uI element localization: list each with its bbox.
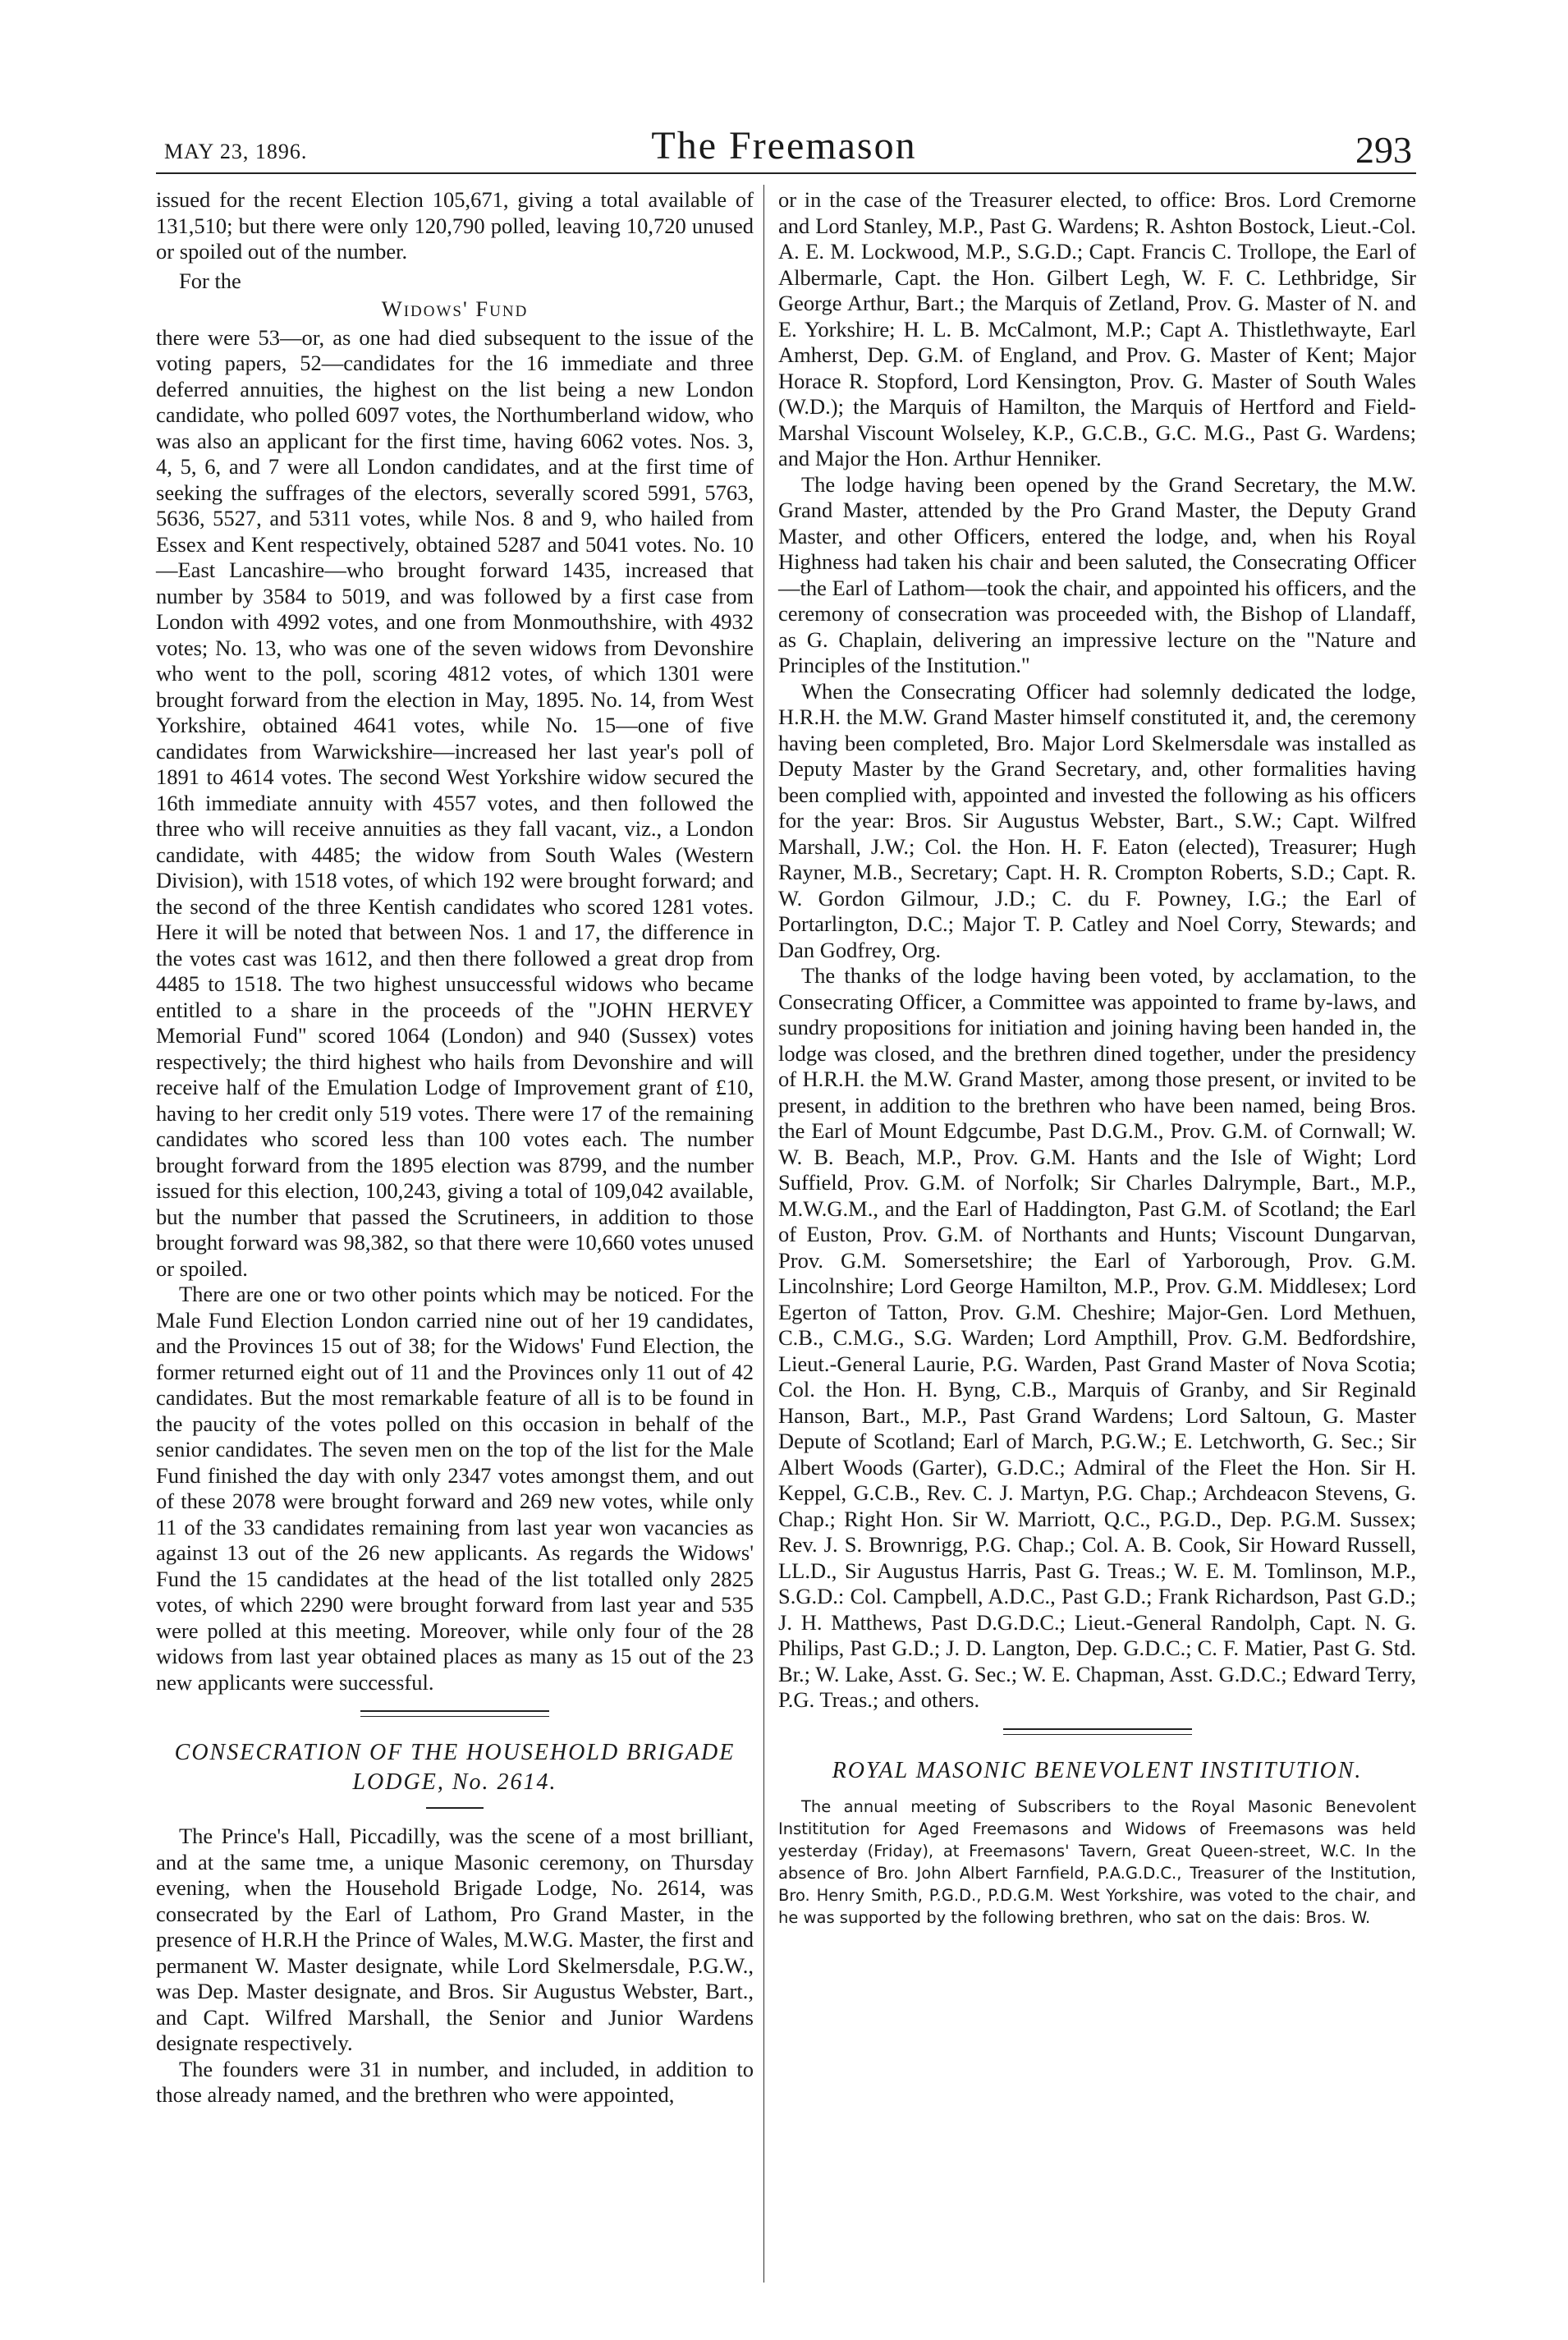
paragraph: there were 53—or, as one had died subsequent to the issue of the voting papers, 52—candidates for the 16 immediate and three deferred annuities, the highest on the list being a new London candidate, who polled 6097 votes, the Northumberland widow, who was also an applicant for the first time, having 6062 votes. Nos. 3, 4, 5, 6, and 7 were all London candidates, and at the first time of seeking the suffrages of the electors, severally scored 5991, 5763, 5636, 5527, and 5311 votes, while Nos. 8 and 9, who hailed from Essex and Kent respectively, obtained 5287 and 5041 votes. No. 10—East Lancashire—who brought forward 1435, increased that number by 3584 to 5019, and was followed by a first case from London with 4992 votes, and one from Monmouthshire, with 4932 votes; No. 13, who was one of the seven widows from Devonshire who went to the poll, scoring 4812 votes, of which 1301 were brought forward from the election in May, 1895. No. 14, from West Yorkshire, obtained 4641 votes, while No. 15—one of five candidates from Warwickshire—increased her last year's poll of 1891 to 4614 votes. The second West Yorkshire widow secured the 16th immediate annuity with 4557 votes, and then followed the three who will receive annuities as they fall vacant, viz., a London candidate, with 4485; the widow from South Wales (Western Division), with 1518 votes, of which 192 were brought forward; and the second of the three Kentish candidates who scored 1281 votes. Here it will be noted that between Nos. 1 and 17, the difference in the votes cast was 1612, and then there followed a great drop from 4485 to 1518. The two highest unsuccessful widows who became entitled to a share in the proceeds of the "JOHN HERVEY Memorial Fund" scored 1064 (London) and 940 (Sussex) votes respectively; the third highest who hails from Devonshire and will receive half of the Emulation Lodge of Improvement grant of £10, having to her credit only 519 votes. There were 17 of the remaining candidates who scored less than 100 votes each. The number brought forward from the 1895 election was 8799, and the number issued for this election, 100,243, giving a total of 109,042 available, but the number that passed the Scrutineers, in addition to those brought forward was 98,382, so that there were 10,660 votes unused or spoiled. <box>156 324 754 1281</box>
paragraph-lead: For the <box>179 268 241 293</box>
section-title-line: LODGE, No. 2614. <box>352 1769 557 1795</box>
paragraph: The annual meeting of Subscribers to the Royal Masonic Benevolent Instititution for Aged Freemasons and Widows of Freemasons was held yesterday (Friday), at Freemasons' Tavern, Great Queen-street, W.C. In the absence of Bro. John Albert Farnfield, P.A.G.D.C., Treasurer of the Institution, Bro. Henry Smith, P.G.D., P.D.G.M. West Yorkshire, was voted to the chair, and he was supported by the following brethren, who sat on the dais: Bros. W. <box>778 1796 1416 1927</box>
small-print-block <box>778 1796 1416 1929</box>
paragraph: When the Consecrating Officer had solemnly dedicated the lodge, H.R.H. the M.W. Grand Master himself constituted it, and, the ceremony having been completed, Bro. Major Lord Skelmersdale was installed as Deputy Master by the Grand Secretary, and, other formalities having been complied with, appointed and invested the following as his officers for the year: Bros. Sir Augustus Webster, Bart., S.W.; Capt. Wilfred Marshall, J.W.; Col. the Hon. H. F. Eaton (elected), Treasurer; Hugh Rayner, M.B., Secretary; Capt. H. R. Crompton Roberts, S.D.; Capt. R. W. Gordon Gilmour, J.D.; C. du F. Powney, I.G.; the Earl of Portarlington, D.C.; Major T. P. Catley and Noel Corry, Stewards; and Dan Godfrey, Org. <box>778 678 1416 962</box>
paragraph: issued for the recent Election 105,671, giving a total available of 131,510; but there were only 120,790 polled, leaving 10,720 unused or spoiled out of the number. <box>156 187 754 264</box>
paragraph: The lodge having been opened by the Grand Secretary, the M.W. Grand Master, attended by the Pro Grand Master, the Deputy Grand Master, and other Officers, entered the lodge, and, when his Royal Highness had taken his chair and been saluted, the Consecrating Officer—the Earl of Lathom—took the chair, and appointed his officers, and the ceremony of consecration was proceeded with, the Bishop of Llandaff, as G. Chaplain, delivering an impressive lecture on the "Nature and Principles of the Institution." <box>778 471 1416 677</box>
masthead-title: The Freemason <box>651 124 917 167</box>
paragraph: The Prince's Hall, Piccadilly, was the scene of a most brilliant, and at the same tme, a unique Masonic ceremony, on Thursday evening, when the Household Brigade Lodge, No. 2614, was consecrated by the Earl of Lathom, Pro Grand Master, in the presence of H.R.H the Prince of Wales, M.W.G. Master, the first and permanent W. Master designate, while Lord Skelmersdale, P.G.W., was Dep. Master designate, and Bros. Sir Augustus Webster, Bart., and Capt. Wilfred Marshall, the Senior and Junior Wardens designate respectively. <box>156 1824 754 2055</box>
section-separator <box>360 1710 549 1717</box>
right-column <box>778 187 1416 1929</box>
paragraph: There are one or two other points which may be noticed. For the Male Fund Election London carried nine out of her 19 candidates, and the Provinces 15 out of 38; for the Widows' Fund Election, the former returned eight out of 11 and the Provinces only 11 out of 42 candidates. But the most remarkable feature of all is to be found in the paucity of the votes polled on this occasion in behalf of the senior candidates. The seven men on the top of the list for the Male Fund finished the day with only 2347 votes amongst them, and out of these 2078 were brought forward and 269 new votes, while only 11 of the 33 candidates remaining from last year won vacancies as against 13 out of the 26 new applicants. As regards the Widows' Fund the 15 candidates at the head of the list totalled only 2825 votes, of which 2290 were brought forward from last year and 535 were polled at this meeting. Moreover, while only four of the 28 widows from last year obtained places as many as 15 out of the 23 new applicants were successful. <box>156 1282 754 1695</box>
section-title: ROYAL MASONIC BENEVOLENT INSTITUTION. <box>832 1757 1363 1783</box>
column-divider <box>763 185 764 2283</box>
section-title-line: CONSECRATION OF THE HOUSEHOLD BRIGADE <box>174 1740 736 1765</box>
section-separator <box>1003 1728 1192 1735</box>
issue-date: MAY 23, 1896. <box>164 140 308 163</box>
subheading: Widows' Fund <box>381 296 529 321</box>
page-header <box>156 123 1412 172</box>
short-rule <box>426 1807 484 1809</box>
paragraph: The thanks of the lodge having been voted, by acclamation, to the Consecrating Officer, a Committee was appointed to frame by-laws, and sundry propositions for initiation and joining having been handed in, the lodge was closed, and the brethren dined together, under the presidency of H.R.H. the M.W. Grand Master, among those present, or invited to be present, in addition to the brethren who have been named, being Bros. the Earl of Mount Edgcumbe, Past D.G.M., Prov. G.M. of Cornwall; W. W. B. Beach, M.P., Prov. G.M. Hants and the Isle of Wight; Lord Suffield, Prov. G.M. of Norfolk; Sir Charles Dalrymple, Bart., M.P., M.W.G.M., and the Earl of Haddington, Past G.M. of Scotland; the Earl of Euston, Prov. G.M. of Northants and Hunts; Viscount Dungarvan, Prov. G.M. Somersetshire; the Earl of Yarborough, Prov. G.M. Lincolnshire; Lord George Hamilton, M.P., Prov. G.M. Middlesex; Lord Egerton of Tatton, Prov. G.M. Cheshire; Major-Gen. Lord Methuen, C.B., C.M.G., S.G. Warden; Lord Ampthill, Prov. G.M. Bedfordshire, Lieut.-General Laurie, P.G. Warden, Past Grand Master of Nova Scotia; Col. the Hon. H. Byng, C.B., Marquis of Granby, and Sir Reginald Hanson, Bart., M.P., Past Grand Wardens; Lord Saltoun, G. Master Depute of Scotland; Earl of March, P.G.W.; E. Letchworth, G. Sec.; Sir Albert Woods (Garter), G.D.C.; Admiral of the Fleet the Hon. Sir H. Keppel, G.C.B., Rev. C. J. Martyn, P.G. Chap.; Archdeacon Stevens, G. Chap.; Right Hon. Sir W. Marriott, Q.C., P.G.D., Dep. P.G.M. Sussex; Rev. J. S. Brownrigg, P.G. Chap.; Col. A. B. Cook, Sir Howard Russell, LL.D., Sir Augustus Harris, Past G. Treas.; W. E. M. Tomlinson, M.P., S.G.D.: Col. Campbell, A.D.C., Past G.D.; Frank Richardson, Past G.D.; J. H. Matthews, Past D.G.D.C.; Lieut.-General Randolph, Capt. N. G. Philips, Past G.D.; J. D. Langton, Dep. G.D.C.; C. F. Matier, Past G. Std. Br.; W. Lake, Asst. G. Sec.; W. E. Chapman, Asst. G.D.C.; Edward Terry, P.G. Treas.; and others. <box>778 963 1416 1712</box>
header-rule <box>156 172 1416 174</box>
left-column <box>156 187 754 2108</box>
section-title <box>156 1738 754 1797</box>
page-number: 293 <box>1355 129 1412 171</box>
paragraph: The founders were 31 in number, and included, in addition to those already named, and the brethren who were appointed, <box>156 2056 754 2107</box>
paragraph: or in the case of the Treasurer elected, to office: Bros. Lord Cremorne and Lord Stanley, M.P., Past G. Wardens; R. Ashton Bostock, Lieut.-Col. A. E. M. Lockwood, M.P., S.G.D.; Capt. Francis C. Trollope, the Earl of Albermarle, Capt. the Hon. Gilbert Legh, W. F. C. Lethbridge, Sir George Arthur, Bart.; the Marquis of Zetland, Prov. G. Master of N. and E. Yorkshire; H. L. B. McCalmont, M.P.; Capt A. Thistlethwayte, Earl Amherst, Dep. G.M. of England, and Prov. G. Master of Kent; Major Horace R. Stopford, Lord Kensington, Prov. G. Master of South Wales (W.D.); the Marquis of Hamilton, the Marquis of Hertford and Field-Marshal Viscount Wolseley, K.P., G.C.B., G.C. M.G., Past G. Wardens; and Major the Hon. Arthur Henniker. <box>778 187 1416 470</box>
